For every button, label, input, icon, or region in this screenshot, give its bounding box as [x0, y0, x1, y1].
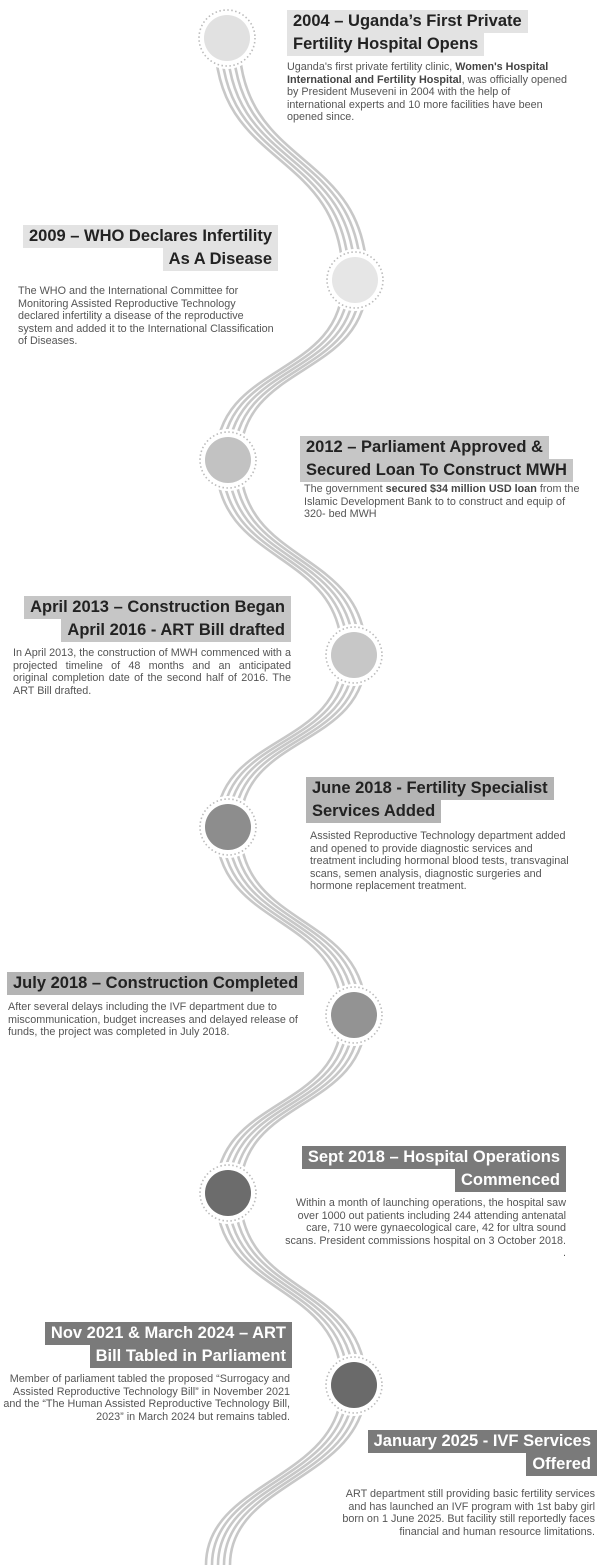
event-title-line: 2012 – Parliament Approved & — [300, 436, 549, 459]
event-description-text: The government — [304, 483, 386, 495]
event-title — [0, 1322, 292, 1368]
event-title — [306, 777, 580, 823]
timeline-node — [197, 1162, 259, 1224]
event-title-line: Secured Loan To Construct MWH — [300, 459, 573, 482]
event-description: The WHO and the International Committee for Monitoring Assisted Reproductive Technology declared infertility a disease of the reproductive system and added it to the International Classification of Diseases. — [18, 285, 274, 348]
event-title-line: April 2013 – Construction Began — [24, 596, 291, 619]
event-title-line: As A Disease — [163, 248, 278, 271]
event-title — [14, 225, 278, 271]
timeline-node — [323, 1354, 385, 1416]
event-title-line: Nov 2021 & March 2024 – ART — [45, 1322, 292, 1345]
timeline-event-sept-2018 — [282, 1146, 566, 1260]
timeline-event-2004 — [287, 10, 570, 124]
event-title-line: January 2025 - IVF Services — [368, 1430, 597, 1453]
event-title-line: Commenced — [455, 1169, 566, 1192]
timeline-node — [323, 624, 385, 686]
event-description: Within a month of launching operations, the hospital saw over 1000 out patients including 244 attending antenatal care, 710 were gynaecological care, 42 for ultra sound scans. President commissions hospital on 3 October 2018. . — [285, 1197, 566, 1260]
event-title-line: April 2016 - ART Bill drafted — [61, 619, 291, 642]
timeline-node — [197, 429, 259, 491]
event-description: ART department still providing basic fertility services and has launched an IVF program with 1st baby girl born on 1 June 2025. But facility still reportedly faces financial and human resource limitations. — [342, 1488, 595, 1538]
event-description — [287, 61, 570, 124]
event-title — [7, 972, 317, 995]
event-description: After several delays including the IVF department due to miscommunication, budget increases and delayed release of funds, the project was completed in July 2018. — [8, 1001, 298, 1039]
event-title-line: 2004 – Uganda’s First Private — [287, 10, 528, 33]
event-description: Member of parliament tabled the proposed “Surrogacy and Assisted Reproductive Technology Bill” in November 2021 and the “The Human Assisted Reproductive Technology Bill, 2023” in March 2024 but remains tabled. — [3, 1373, 290, 1423]
timeline-event-july-2018 — [7, 972, 317, 1039]
event-title-line: Bill Tabled in Parliament — [90, 1345, 292, 1368]
timeline-event-2009 — [14, 225, 278, 348]
timeline-node — [197, 796, 259, 858]
event-title-line: 2009 – WHO Declares Infertility — [23, 225, 278, 248]
event-title-line: Offered — [526, 1453, 597, 1476]
event-description: In April 2013, the construction of MWH commenced with a projected timeline of 48 months and an anticipated original completion date of the second half of 2016. The ART Bill drafted. — [13, 647, 291, 697]
event-title-line: Services Added — [306, 800, 441, 823]
event-title-line: June 2018 - Fertility Specialist — [306, 777, 554, 800]
event-title — [13, 596, 291, 642]
event-description-text: , was officially opened by President Museveni in 2004 with the help of international experts and 10 more facilities have been opened since. — [287, 73, 568, 124]
timeline-event-nov-2021 — [0, 1322, 292, 1423]
event-title — [327, 1430, 597, 1476]
event-description-highlight: Women's Hospital International and Fertility Hospital — [287, 61, 549, 86]
timeline-event-2012 — [300, 436, 582, 521]
event-title-line: Sept 2018 – Hospital Operations — [302, 1146, 566, 1169]
event-title — [282, 1146, 566, 1192]
timeline-node — [196, 7, 258, 69]
event-title-line: Fertility Hospital Opens — [287, 33, 484, 56]
event-description-text: from the Islamic Development Bank to to construct and equip of 320- bed MWH — [304, 483, 580, 521]
timeline-event-2025 — [327, 1430, 597, 1538]
event-title — [287, 10, 570, 56]
event-description — [304, 483, 582, 521]
timeline-event-june-2018 — [306, 777, 580, 893]
timeline-node — [324, 249, 386, 311]
event-description: Assisted Reproductive Technology department added and opened to provide diagnostic services and treatment including hormonal blood tests, transvaginal scans, semen analysis, diagnostic surgeries and hormone replacement treatment. — [310, 830, 569, 893]
timeline-node — [323, 984, 385, 1046]
event-description-text: Uganda's first private fertility clinic, — [287, 61, 456, 73]
timeline-event-2013 — [13, 596, 291, 697]
event-title — [300, 436, 582, 482]
event-description-highlight: secured $34 million USD loan — [385, 483, 537, 495]
event-title-line: July 2018 – Construction Completed — [7, 972, 304, 995]
